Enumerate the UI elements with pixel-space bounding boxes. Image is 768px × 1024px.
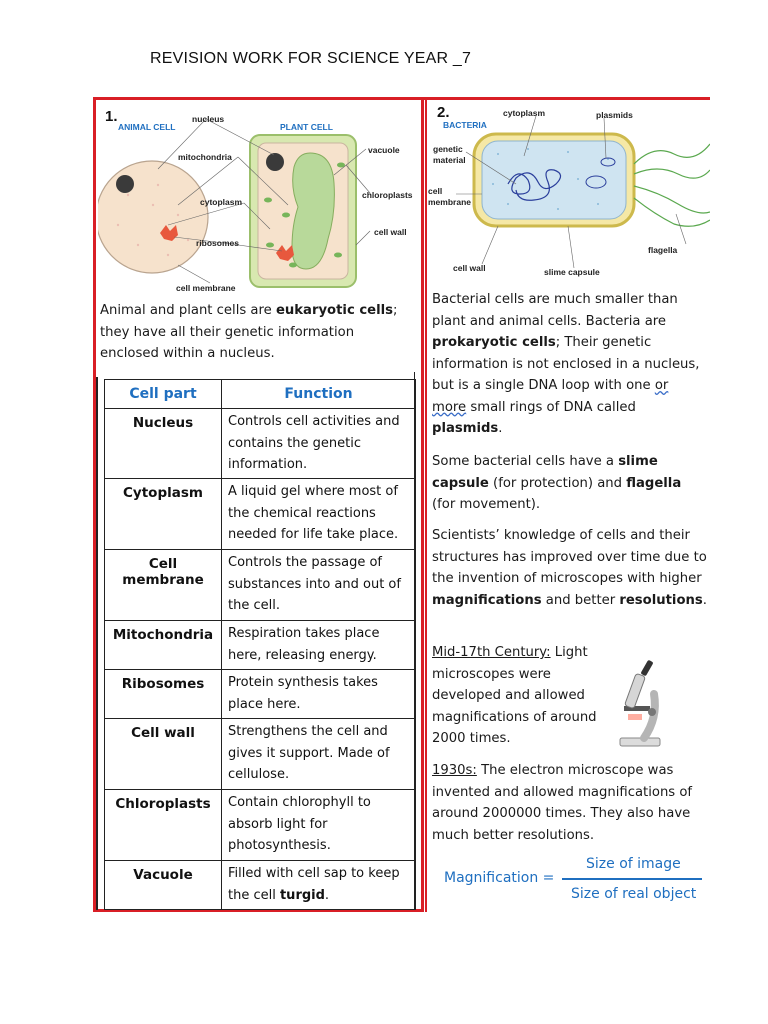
table-row bbox=[105, 670, 416, 719]
table-row bbox=[105, 621, 416, 670]
header-function: Function bbox=[222, 380, 416, 409]
table-row bbox=[105, 719, 416, 790]
cell-function: Protein synthesis takes place here. bbox=[222, 670, 416, 719]
cell-function: Filled with cell sap to keep the cell turgid. bbox=[222, 861, 416, 910]
cell-part: Cell wall bbox=[105, 719, 222, 790]
cell-part: Nucleus bbox=[105, 409, 222, 479]
chloroplasts-label: chloroplasts bbox=[362, 190, 413, 200]
table-row bbox=[105, 861, 416, 910]
microscope-icon bbox=[610, 658, 664, 748]
light-microscope-paragraph: Mid-17th Century: Light microscopes were developed and allowed magnifications of around 2000 times. bbox=[432, 645, 597, 746]
cell-part: Cytoplasm bbox=[105, 479, 222, 550]
plant-cell-label: PLANT CELL bbox=[280, 122, 333, 132]
bacteria-cell-membrane-label: cell membrane bbox=[428, 186, 471, 207]
cell-part: Chloroplasts bbox=[105, 790, 222, 861]
bacteria-cell-wall-label: cell wall bbox=[453, 263, 486, 273]
cell-part: Vacuole bbox=[105, 861, 222, 910]
cell-function-table bbox=[104, 379, 416, 910]
cytoplasm-label: cytoplasm bbox=[200, 197, 243, 207]
table-row bbox=[105, 409, 416, 479]
table-row bbox=[105, 790, 416, 861]
formula-numerator: Size of image bbox=[586, 856, 681, 872]
table-row bbox=[105, 550, 416, 621]
bacteria-cytoplasm-label: cytoplasm bbox=[503, 108, 546, 118]
flagella-label: flagella bbox=[648, 245, 678, 255]
plasmids-label: plasmids bbox=[596, 110, 633, 120]
slime-flagella-paragraph: Some bacterial cells have a slime capsule (for protection) and flagella (for movement). bbox=[432, 454, 682, 512]
vacuole-label: vacuole bbox=[368, 145, 400, 155]
header-cell-part: Cell part bbox=[105, 380, 222, 409]
nucleus-label: nucleus bbox=[192, 114, 225, 124]
mitochondria-label: mitochondria bbox=[178, 152, 232, 162]
formula-denominator: Size of real object bbox=[571, 886, 697, 902]
cell-function: Controls cell activities and contains the genetic information. bbox=[222, 409, 416, 479]
section-number-2: 2. bbox=[437, 104, 450, 121]
cell-part: Ribosomes bbox=[105, 670, 222, 719]
magnification-lhs: Magnification = bbox=[444, 870, 555, 886]
cell-function: Respiration takes place here, releasing energy. bbox=[222, 621, 416, 670]
microscopes-paragraph: Scientists’ knowledge of cells and their structures has improved over time due to the invention of microscopes with higher magnifications and better resolutions. bbox=[432, 528, 707, 608]
genetic-material-label: genetic material bbox=[433, 144, 466, 165]
animal-plant-cell-diagram bbox=[98, 105, 420, 295]
cell-part: Mitochondria bbox=[105, 621, 222, 670]
table-header-row bbox=[105, 380, 416, 409]
inner-border bbox=[425, 97, 427, 912]
cell-function: Contain chlorophyll to absorb light for photosynthesis. bbox=[222, 790, 416, 861]
cell-membrane-label: cell membrane bbox=[176, 283, 236, 293]
cell-wall-label: cell wall bbox=[374, 227, 407, 237]
animal-cell-label: ANIMAL CELL bbox=[118, 122, 176, 132]
ribosomes-label: ribosomes bbox=[196, 238, 239, 248]
eukaryotic-intro: Animal and plant cells are eukaryotic cells; they have all their genetic information enclosed within a nucleus. bbox=[100, 303, 398, 361]
cell-function: A liquid gel where most of the chemical reactions needed for life take place. bbox=[222, 479, 416, 550]
electron-microscope-paragraph: 1930s: The electron microscope was invented and allowed magnifications of around 2000000 times. They also have much better resolutions. bbox=[432, 763, 693, 843]
top-border bbox=[93, 97, 710, 100]
section-number-1: 1. bbox=[105, 108, 118, 125]
table-row bbox=[105, 479, 416, 550]
cell-function: Controls the passage of substances into and out of the cell. bbox=[222, 550, 416, 621]
bacteria-label: BACTERIA bbox=[443, 120, 487, 130]
table-left-rule bbox=[96, 377, 98, 910]
bacteria-paragraph: Bacterial cells are much smaller than plant and animal cells. Bacteria are prokaryotic cells; Their genetic information is not enclosed in a nucleus, but is a single DNA loop with one or more small rings of DNA called plasmids. bbox=[432, 292, 700, 436]
slime-capsule-label: slime capsule bbox=[544, 267, 600, 277]
fraction-bar bbox=[562, 878, 702, 880]
divider-border bbox=[421, 97, 424, 912]
page-title: REVISION WORK FOR SCIENCE YEAR _7 bbox=[150, 50, 472, 67]
cell-function: Strengthens the cell and gives it support. Made of cellulose. bbox=[222, 719, 416, 790]
cell-part: Cell membrane bbox=[105, 550, 222, 621]
